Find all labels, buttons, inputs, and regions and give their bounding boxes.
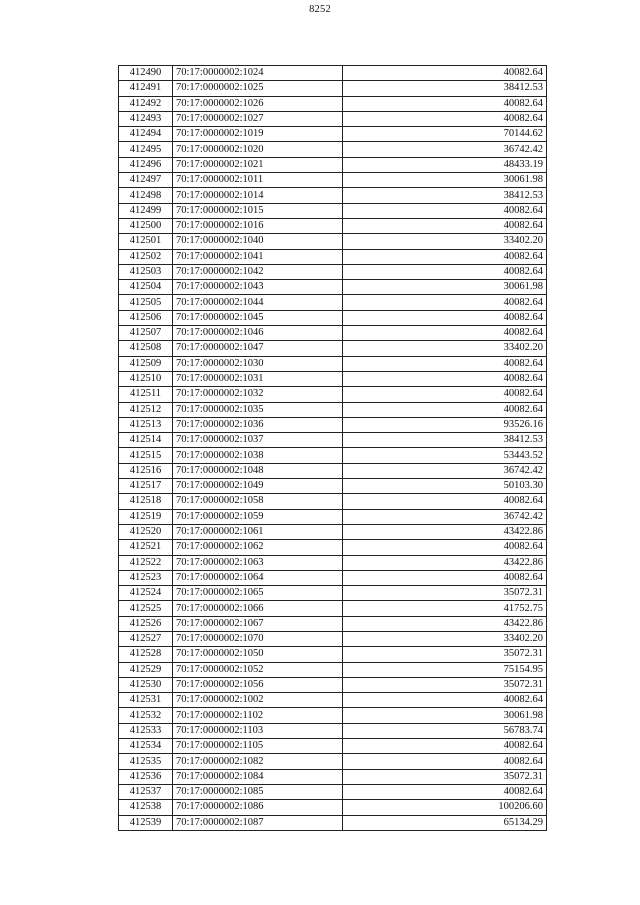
row-number-cell: 412524 [119,586,173,601]
cadastral-number-cell: 70:17:0000002:1038 [173,448,343,463]
value-cell: 40082.64 [343,570,547,585]
row-number-cell: 412527 [119,631,173,646]
value-cell: 40082.64 [343,754,547,769]
table-row [119,540,547,555]
cadastral-number-cell: 70:17:0000002:1058 [173,494,343,509]
row-number-cell: 412519 [119,509,173,524]
row-number-cell: 412526 [119,616,173,631]
table-row [119,203,547,218]
table-row [119,662,547,677]
value-cell: 35072.31 [343,647,547,662]
cadastral-number-cell: 70:17:0000002:1027 [173,111,343,126]
table-row [119,111,547,126]
table-row [119,769,547,784]
value-cell: 36742.42 [343,142,547,157]
value-cell: 40082.64 [343,218,547,233]
table-row [119,433,547,448]
table-row [119,570,547,585]
table-row [119,800,547,815]
row-number-cell: 412537 [119,784,173,799]
cadastral-number-cell: 70:17:0000002:1067 [173,616,343,631]
row-number-cell: 412498 [119,188,173,203]
value-cell: 38412.53 [343,433,547,448]
cadastral-number-cell: 70:17:0000002:1043 [173,280,343,295]
row-number-cell: 412533 [119,723,173,738]
table-row [119,218,547,233]
cadastral-number-cell: 70:17:0000002:1035 [173,402,343,417]
value-cell: 40082.64 [343,264,547,279]
row-number-cell: 412501 [119,234,173,249]
cadastral-number-cell: 70:17:0000002:1066 [173,601,343,616]
cadastral-number-cell: 70:17:0000002:1048 [173,463,343,478]
row-number-cell: 412522 [119,555,173,570]
table-row [119,371,547,386]
value-cell: 33402.20 [343,341,547,356]
table-row [119,723,547,738]
table-row [119,479,547,494]
cadastral-number-cell: 70:17:0000002:1065 [173,586,343,601]
table-row [119,402,547,417]
row-number-cell: 412495 [119,142,173,157]
value-cell: 100206.60 [343,800,547,815]
cadastral-number-cell: 70:17:0000002:1050 [173,647,343,662]
table-row [119,524,547,539]
table-row [119,601,547,616]
cadastral-number-cell: 70:17:0000002:1045 [173,310,343,325]
value-cell: 70144.62 [343,127,547,142]
table-row [119,142,547,157]
cadastral-number-cell: 70:17:0000002:1040 [173,234,343,249]
row-number-cell: 412492 [119,96,173,111]
row-number-cell: 412503 [119,264,173,279]
row-number-cell: 412493 [119,111,173,126]
cadastral-number-cell: 70:17:0000002:1015 [173,203,343,218]
table-row [119,66,547,81]
row-number-cell: 412494 [119,127,173,142]
table-row [119,647,547,662]
cadastral-number-cell: 70:17:0000002:1016 [173,218,343,233]
value-cell: 53443.52 [343,448,547,463]
row-number-cell: 412530 [119,677,173,692]
table-row [119,631,547,646]
cadastral-number-cell: 70:17:0000002:1070 [173,631,343,646]
value-cell: 40082.64 [343,739,547,754]
value-cell: 40082.64 [343,693,547,708]
cadastral-number-cell: 70:17:0000002:1105 [173,739,343,754]
cadastral-number-cell: 70:17:0000002:1056 [173,677,343,692]
cadastral-number-cell: 70:17:0000002:1059 [173,509,343,524]
row-number-cell: 412499 [119,203,173,218]
page-number: 8252 [309,4,331,15]
data-table [118,65,547,831]
row-number-cell: 412490 [119,66,173,81]
row-number-cell: 412532 [119,708,173,723]
cadastral-number-cell: 70:17:0000002:1102 [173,708,343,723]
value-cell: 33402.20 [343,234,547,249]
cadastral-number-cell: 70:17:0000002:1041 [173,249,343,264]
table-row [119,754,547,769]
value-cell: 43422.86 [343,616,547,631]
table-row [119,448,547,463]
row-number-cell: 412538 [119,800,173,815]
cadastral-number-cell: 70:17:0000002:1063 [173,555,343,570]
table-row [119,234,547,249]
cadastral-number-cell: 70:17:0000002:1085 [173,784,343,799]
table-row [119,693,547,708]
cadastral-number-cell: 70:17:0000002:1084 [173,769,343,784]
row-number-cell: 412516 [119,463,173,478]
value-cell: 40082.64 [343,249,547,264]
table-row [119,586,547,601]
value-cell: 30061.98 [343,280,547,295]
value-cell: 40082.64 [343,356,547,371]
value-cell: 41752.75 [343,601,547,616]
table-row [119,815,547,830]
row-number-cell: 412520 [119,524,173,539]
table-row [119,264,547,279]
value-cell: 56783.74 [343,723,547,738]
cadastral-number-cell: 70:17:0000002:1031 [173,371,343,386]
value-cell: 40082.64 [343,111,547,126]
row-number-cell: 412514 [119,433,173,448]
value-cell: 40082.64 [343,540,547,555]
table-row [119,677,547,692]
value-cell: 35072.31 [343,769,547,784]
value-cell: 38412.53 [343,81,547,96]
table-row [119,310,547,325]
row-number-cell: 412531 [119,693,173,708]
value-cell: 40082.64 [343,66,547,81]
row-number-cell: 412539 [119,815,173,830]
value-cell: 75154.95 [343,662,547,677]
cadastral-number-cell: 70:17:0000002:1046 [173,326,343,341]
value-cell: 38412.53 [343,188,547,203]
value-cell: 40082.64 [343,402,547,417]
table-row [119,249,547,264]
table-row [119,463,547,478]
cadastral-number-cell: 70:17:0000002:1026 [173,96,343,111]
row-number-cell: 412500 [119,218,173,233]
value-cell: 48433.19 [343,157,547,172]
cadastral-number-cell: 70:17:0000002:1042 [173,264,343,279]
value-cell: 65134.29 [343,815,547,830]
value-cell: 36742.42 [343,463,547,478]
value-cell: 40082.64 [343,371,547,386]
cadastral-number-cell: 70:17:0000002:1086 [173,800,343,815]
row-number-cell: 412535 [119,754,173,769]
value-cell: 35072.31 [343,677,547,692]
value-cell: 43422.86 [343,555,547,570]
cadastral-number-cell: 70:17:0000002:1025 [173,81,343,96]
table-body [119,66,547,831]
row-number-cell: 412491 [119,81,173,96]
table-row [119,96,547,111]
value-cell: 30061.98 [343,708,547,723]
table-row [119,341,547,356]
row-number-cell: 412497 [119,173,173,188]
table-row [119,494,547,509]
row-number-cell: 412515 [119,448,173,463]
cadastral-number-cell: 70:17:0000002:1014 [173,188,343,203]
row-number-cell: 412512 [119,402,173,417]
row-number-cell: 412523 [119,570,173,585]
value-cell: 40082.64 [343,96,547,111]
value-cell: 40082.64 [343,784,547,799]
cadastral-number-cell: 70:17:0000002:1087 [173,815,343,830]
cadastral-number-cell: 70:17:0000002:1082 [173,754,343,769]
cadastral-number-cell: 70:17:0000002:1030 [173,356,343,371]
table-row [119,356,547,371]
cadastral-number-cell: 70:17:0000002:1103 [173,723,343,738]
cadastral-number-cell: 70:17:0000002:1019 [173,127,343,142]
row-number-cell: 412529 [119,662,173,677]
table-row [119,555,547,570]
row-number-cell: 412528 [119,647,173,662]
table-row [119,127,547,142]
value-cell: 33402.20 [343,631,547,646]
row-number-cell: 412505 [119,295,173,310]
row-number-cell: 412525 [119,601,173,616]
value-cell: 43422.86 [343,524,547,539]
cadastral-number-cell: 70:17:0000002:1062 [173,540,343,555]
row-number-cell: 412496 [119,157,173,172]
row-number-cell: 412510 [119,371,173,386]
value-cell: 40082.64 [343,387,547,402]
cadastral-number-cell: 70:17:0000002:1064 [173,570,343,585]
table-row [119,784,547,799]
row-number-cell: 412508 [119,341,173,356]
table-row [119,616,547,631]
cadastral-number-cell: 70:17:0000002:1021 [173,157,343,172]
cadastral-number-cell: 70:17:0000002:1052 [173,662,343,677]
cadastral-number-cell: 70:17:0000002:1049 [173,479,343,494]
row-number-cell: 412511 [119,387,173,402]
table-row [119,173,547,188]
row-number-cell: 412521 [119,540,173,555]
row-number-cell: 412509 [119,356,173,371]
cadastral-number-cell: 70:17:0000002:1036 [173,417,343,432]
table-row [119,326,547,341]
value-cell: 40082.64 [343,295,547,310]
table-row [119,509,547,524]
row-number-cell: 412502 [119,249,173,264]
table-row [119,295,547,310]
row-number-cell: 412517 [119,479,173,494]
row-number-cell: 412506 [119,310,173,325]
cadastral-number-cell: 70:17:0000002:1011 [173,173,343,188]
value-cell: 40082.64 [343,310,547,325]
value-cell: 40082.64 [343,326,547,341]
table-row [119,280,547,295]
row-number-cell: 412536 [119,769,173,784]
value-cell: 40082.64 [343,494,547,509]
cadastral-number-cell: 70:17:0000002:1037 [173,433,343,448]
table-row [119,417,547,432]
cadastral-number-cell: 70:17:0000002:1061 [173,524,343,539]
value-cell: 30061.98 [343,173,547,188]
cadastral-number-cell: 70:17:0000002:1047 [173,341,343,356]
table-row [119,188,547,203]
table-row [119,739,547,754]
row-number-cell: 412507 [119,326,173,341]
cadastral-number-cell: 70:17:0000002:1020 [173,142,343,157]
value-cell: 93526.16 [343,417,547,432]
row-number-cell: 412504 [119,280,173,295]
table-row [119,81,547,96]
cadastral-number-cell: 70:17:0000002:1024 [173,66,343,81]
value-cell: 40082.64 [343,203,547,218]
value-cell: 35072.31 [343,586,547,601]
table-row [119,387,547,402]
table-row [119,157,547,172]
cadastral-number-cell: 70:17:0000002:1032 [173,387,343,402]
row-number-cell: 412518 [119,494,173,509]
value-cell: 36742.42 [343,509,547,524]
row-number-cell: 412513 [119,417,173,432]
value-cell: 50103.30 [343,479,547,494]
cadastral-number-cell: 70:17:0000002:1044 [173,295,343,310]
cadastral-number-cell: 70:17:0000002:1002 [173,693,343,708]
table-row [119,708,547,723]
row-number-cell: 412534 [119,739,173,754]
